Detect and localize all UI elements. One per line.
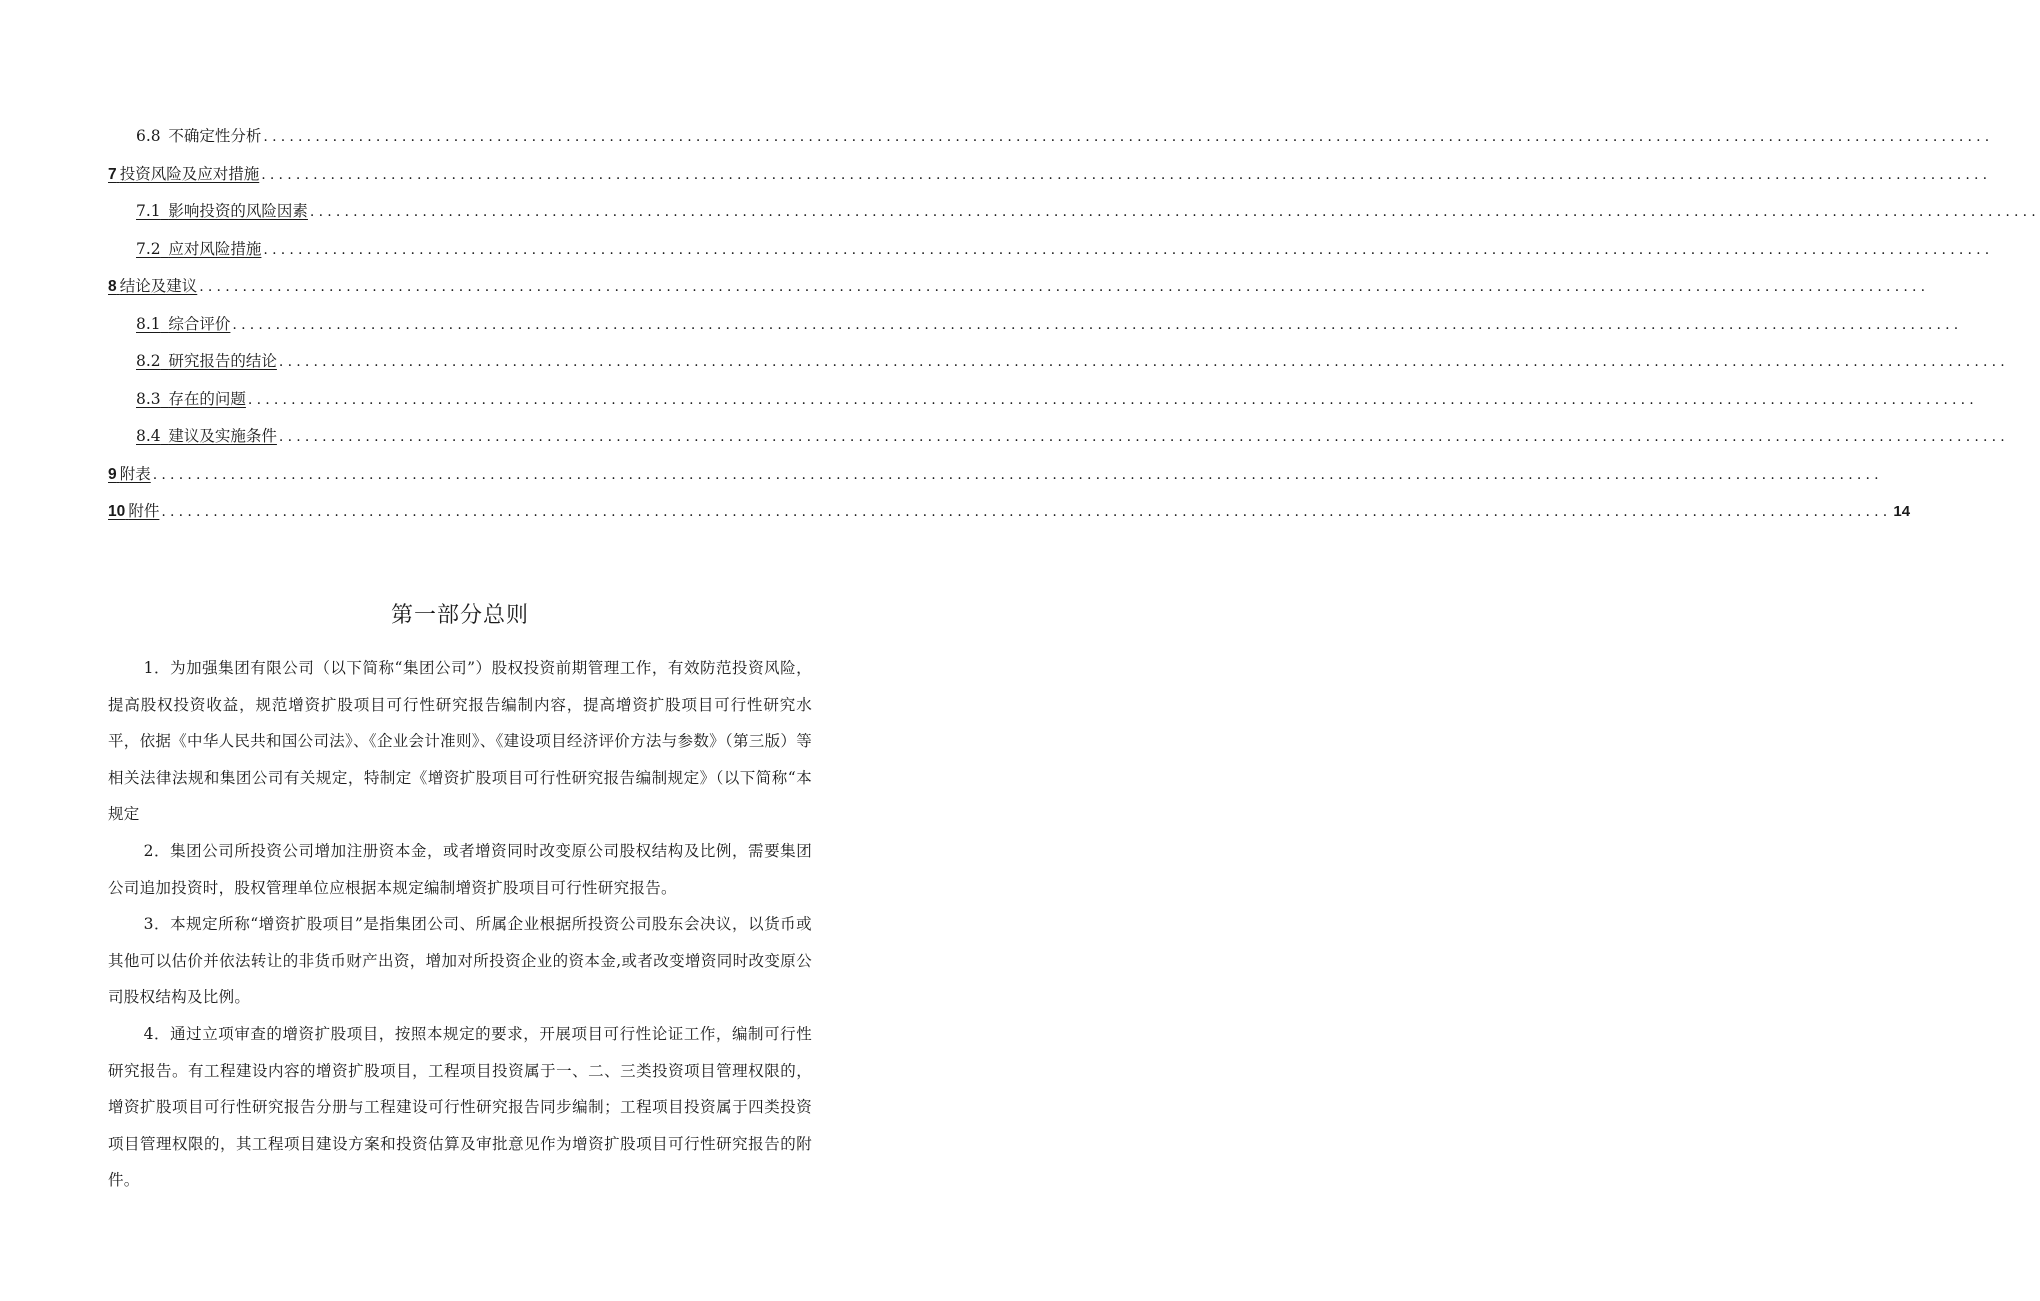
paragraph-4: 4．通过立项审查的增资扩股项目，按照本规定的要求，开展项目可行性论证工作，编制可行性研究报告。有工程建设内容的增资扩股项目，工程项目投资属于一、二、三类投资项目管理权限的，增资扩股项目可行性研究报告分册与工程建设可行性研究报告同步编制；工程项目投资属于四类投资项目管理权限的，其工程项目建设方案和投资估算及审批意见作为增资扩股项目可行性研究报告的附件。 <box>108 1024 812 1190</box>
section-title: 第一部分总则 <box>390 603 529 628</box>
toc-entry-text: 研究报告的结论 <box>168 352 277 370</box>
toc-entry-title[interactable] <box>108 162 259 187</box>
toc-entry[interactable] <box>136 387 1978 411</box>
toc-leader-dots: ........................................................................................................................................................................................................ <box>199 279 1930 295</box>
toc-leader-dots: ........................................................................................................................................................................................................ <box>152 466 1883 483</box>
toc-entry-number: 8.4 <box>136 427 161 445</box>
toc-entry-title[interactable] <box>108 462 151 487</box>
paragraph-1: 1．为加强集团有限公司（以下简称“集团公司”）股权投资前期管理工作，有效防范投资风险，提高股权投资收益，规范增资扩股项目可行性研究报告编制内容，提高增资扩股项目可行性研究水平，依据《中华人民共和国公司法》、《企业会计准则》、《建设项目经济评价方法与参数》（第三版）等相关法律法规和集团公司有关规定，特制定《增资扩股项目可行性研究报告编制规定》（以下简称“本规定 <box>108 659 812 824</box>
toc-leader-dots: ........................................................................................................................................................................................................ <box>278 354 2009 370</box>
toc-entry[interactable] <box>108 499 1911 523</box>
toc-entry-text: 附件 <box>128 502 160 520</box>
toc-entry-number: 8 <box>108 278 117 295</box>
toc-leader-dots: ........................................................................................................................................................................................................ <box>263 241 1994 258</box>
toc-entry-number: 7.2 <box>136 239 161 258</box>
toc-entry-text: 存在的问题 <box>168 389 246 408</box>
toc-entry-title[interactable] <box>108 274 197 299</box>
toc-entry-title[interactable] <box>136 199 308 223</box>
toc-page-number: 14 <box>1893 503 1911 520</box>
toc-entry[interactable] <box>136 424 2009 448</box>
toc-leader-dots: ........................................................................................................................................................................................................ <box>161 504 1892 520</box>
toc-entry-number: 6.8 <box>136 127 161 145</box>
toc-entry[interactable] <box>108 462 1883 486</box>
toc-entry-title[interactable] <box>136 124 261 148</box>
toc-leader-dots: ........................................................................................................................................................................................................ <box>278 429 2009 445</box>
toc-entry[interactable] <box>108 162 1992 186</box>
toc-entry-title[interactable] <box>136 237 261 261</box>
toc-entry[interactable] <box>136 349 2009 373</box>
toc-entry-number: 7.1 <box>136 202 161 220</box>
toc-entry[interactable] <box>108 274 1930 298</box>
toc-entry[interactable] <box>136 199 2040 223</box>
toc-leader-dots: ........................................................................................................................................................................................................ <box>247 391 1978 408</box>
toc-entry-title[interactable] <box>136 349 277 373</box>
toc-entry-number: 8.1 <box>136 314 161 333</box>
toc-entry-title[interactable] <box>136 424 277 448</box>
toc-leader-dots: ........................................................................................................................................................................................................ <box>232 316 1963 333</box>
toc-entry-text: 影响投资的风险因素 <box>168 202 308 220</box>
toc-leader-dots: ........................................................................................................................................................................................................ <box>263 129 1994 145</box>
toc-leader-dots: ........................................................................................................................................................................................................ <box>261 166 1992 183</box>
toc-entry-text: 建议及实施条件 <box>168 427 277 445</box>
toc-entry-text: 不确定性分析 <box>168 127 262 145</box>
toc-entry-number: 9 <box>108 465 117 483</box>
toc-entry-text: 应对风险措施 <box>168 239 262 258</box>
section-body <box>108 650 812 1199</box>
toc-entry-number: 10 <box>108 503 126 520</box>
toc-entry-title[interactable] <box>136 387 246 411</box>
paragraph-2: 2．集团公司所投资公司增加注册资本金，或者增资同时改变原公司股权结构及比例，需要集团公司追加投资时，股权管理单位应根据本规定编制增资扩股项目可行性研究报告。 <box>108 841 812 897</box>
toc-entry[interactable] <box>136 237 1994 261</box>
toc-entry[interactable] <box>136 124 1994 148</box>
toc-leader-dots: ........................................................................................................................................................................................................ <box>309 204 2040 220</box>
toc-entry-text: 综合评价 <box>168 314 231 333</box>
toc-entry-number: 8.3 <box>136 389 161 408</box>
toc-entry-number: 8.2 <box>136 352 161 370</box>
toc-entry-text: 附表 <box>119 464 151 483</box>
toc-entry[interactable] <box>136 312 1963 336</box>
toc-entry-title[interactable] <box>136 312 230 336</box>
toc-entry-text: 投资风险及应对措施 <box>119 164 260 183</box>
paragraph-3: 3．本规定所称“增资扩股项目”是指集团公司、所属企业根据所投资公司股东会决议，以货币或其他可以估价并依法转让的非货币财产出资，增加对所投资企业的资本金,或者改变增资同时改变原公司股权结构及比例。 <box>108 915 812 1007</box>
toc-entry-text: 结论及建议 <box>119 277 198 295</box>
toc-entry-title[interactable] <box>108 499 159 524</box>
toc-entry-number: 7 <box>108 165 117 183</box>
